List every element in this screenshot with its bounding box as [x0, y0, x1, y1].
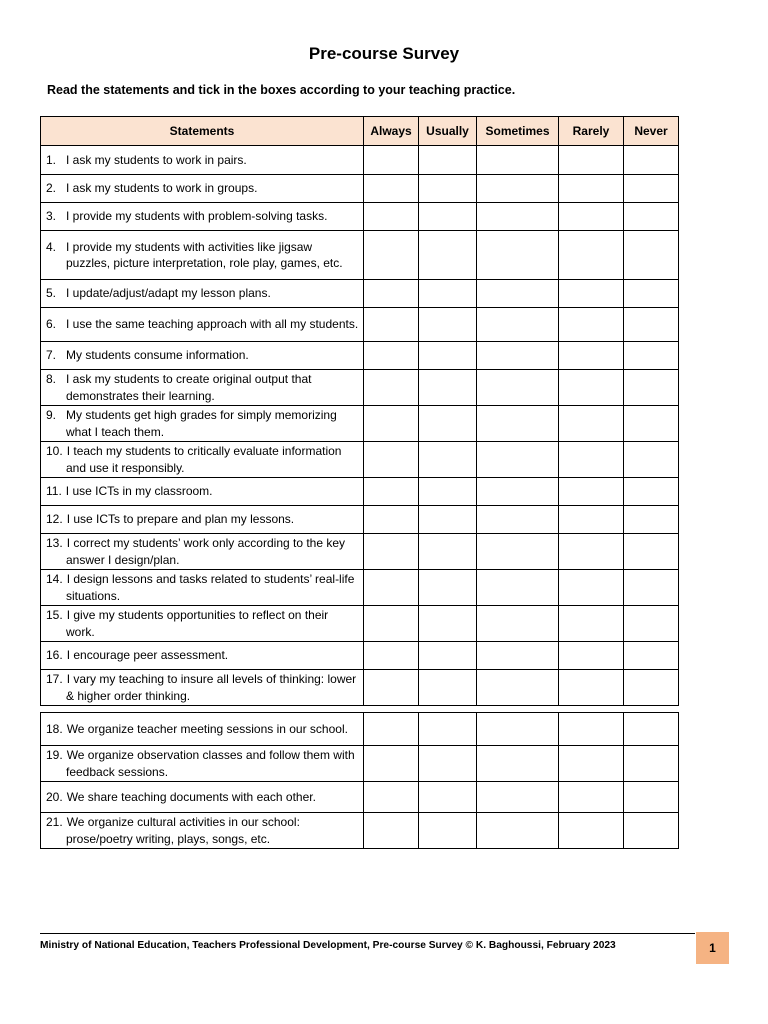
table-row — [41, 442, 679, 478]
statement-cell — [41, 506, 364, 534]
checkbox-rarely[interactable] — [559, 642, 624, 670]
statement-number: 1. — [46, 152, 57, 167]
statement-number: 12. — [46, 512, 63, 527]
statement — [46, 671, 359, 704]
statement — [46, 535, 359, 568]
statement-text: I ask my students to work in pairs. — [66, 152, 247, 167]
checkbox-never[interactable] — [624, 370, 679, 406]
checkbox-usually[interactable] — [419, 280, 477, 308]
statement — [46, 607, 359, 640]
statement — [46, 371, 359, 404]
checkbox-sometimes[interactable] — [477, 146, 559, 175]
checkbox-sometimes[interactable] — [477, 370, 559, 406]
checkbox-always[interactable] — [364, 534, 419, 570]
table-row — [41, 342, 679, 370]
survey-instructions: Read the statements and tick in the boxes according to your teaching practice. — [47, 83, 516, 97]
checkbox-rarely[interactable] — [559, 782, 624, 813]
statement — [46, 152, 359, 169]
checkbox-rarely[interactable] — [559, 813, 624, 849]
checkbox-usually[interactable] — [419, 203, 477, 231]
checkbox-rarely[interactable] — [559, 231, 624, 280]
statement — [46, 483, 359, 500]
checkbox-rarely[interactable] — [559, 478, 624, 506]
statement-number: 19. — [46, 748, 63, 762]
statement — [46, 347, 359, 364]
checkbox-sometimes[interactable] — [477, 570, 559, 606]
statement-text: My students get high grades for simply memorizing what I teach them. — [66, 408, 337, 439]
checkbox-sometimes[interactable] — [477, 746, 559, 782]
checkbox-rarely[interactable] — [559, 606, 624, 642]
statement-number: 15. — [46, 608, 63, 622]
checkbox-rarely[interactable] — [559, 570, 624, 606]
checkbox-usually[interactable] — [419, 670, 477, 706]
checkbox-usually[interactable] — [419, 146, 477, 175]
checkbox-always[interactable] — [364, 370, 419, 406]
checkbox-never[interactable] — [624, 570, 679, 606]
checkbox-sometimes[interactable] — [477, 478, 559, 506]
checkbox-usually[interactable] — [419, 642, 477, 670]
checkbox-rarely[interactable] — [559, 713, 624, 746]
statement — [46, 511, 359, 528]
checkbox-usually[interactable] — [419, 308, 477, 342]
statement-text: I ask my students to work in groups. — [66, 181, 258, 196]
table-row — [41, 308, 679, 342]
table-row — [41, 782, 679, 813]
table-row — [41, 146, 679, 175]
statement — [46, 747, 359, 780]
checkbox-usually[interactable] — [419, 342, 477, 370]
statement-cell — [41, 370, 364, 406]
checkbox-always[interactable] — [364, 442, 419, 478]
checkbox-always[interactable] — [364, 231, 419, 280]
statement-number: 20. — [46, 789, 63, 804]
checkbox-never[interactable] — [624, 478, 679, 506]
checkbox-sometimes[interactable] — [477, 280, 559, 308]
statement-text: My students consume information. — [66, 348, 249, 363]
statement-cell — [41, 406, 364, 442]
checkbox-rarely[interactable] — [559, 342, 624, 370]
statement-cell — [41, 534, 364, 570]
statement — [46, 208, 359, 225]
statement-cell — [41, 713, 364, 746]
statement-text: I use ICTs to prepare and plan my lessons. — [66, 512, 295, 527]
table-row — [41, 642, 679, 670]
statement-number: 21. — [46, 815, 63, 829]
checkbox-rarely[interactable] — [559, 670, 624, 706]
statement-cell — [41, 782, 364, 813]
checkbox-usually[interactable] — [419, 570, 477, 606]
statement-cell — [41, 606, 364, 642]
statement-cell — [41, 231, 364, 280]
checkbox-always[interactable] — [364, 642, 419, 670]
checkbox-sometimes[interactable] — [477, 175, 559, 203]
statement-text: I vary my teaching to insure all levels of thinking: lower & higher order thinking. — [66, 672, 357, 703]
checkbox-never[interactable] — [624, 534, 679, 570]
checkbox-usually[interactable] — [419, 442, 477, 478]
checkbox-usually[interactable] — [419, 782, 477, 813]
checkbox-usually[interactable] — [419, 175, 477, 203]
checkbox-rarely[interactable] — [559, 746, 624, 782]
statement — [46, 443, 359, 476]
statement-number: 10. — [46, 444, 63, 458]
checkbox-sometimes[interactable] — [477, 506, 559, 534]
checkbox-always[interactable] — [364, 175, 419, 203]
checkbox-always[interactable] — [364, 570, 419, 606]
statement-number: 16. — [46, 648, 63, 663]
table-row — [41, 406, 679, 442]
checkbox-never[interactable] — [624, 442, 679, 478]
statement — [46, 407, 359, 440]
column-header-statements: Statements — [41, 117, 364, 146]
checkbox-sometimes[interactable] — [477, 342, 559, 370]
table-row — [41, 478, 679, 506]
checkbox-never[interactable] — [624, 231, 679, 280]
table-row — [41, 203, 679, 231]
column-header-never: Never — [624, 117, 679, 146]
survey-table-school — [40, 712, 679, 849]
checkbox-rarely[interactable] — [559, 146, 624, 175]
statement-number: 11. — [46, 484, 62, 499]
checkbox-usually[interactable] — [419, 534, 477, 570]
checkbox-never[interactable] — [624, 642, 679, 670]
checkbox-sometimes[interactable] — [477, 231, 559, 280]
checkbox-rarely[interactable] — [559, 406, 624, 442]
checkbox-sometimes[interactable] — [477, 406, 559, 442]
statement-cell — [41, 746, 364, 782]
statement-number: 7. — [46, 348, 57, 363]
column-header-rarely: Rarely — [559, 117, 624, 146]
survey-title: Pre-course Survey — [308, 44, 460, 63]
checkbox-always[interactable] — [364, 308, 419, 342]
checkbox-always[interactable] — [364, 713, 419, 746]
table-row — [41, 506, 679, 534]
table-row — [41, 280, 679, 308]
statement-number: 4. — [46, 239, 57, 254]
statement-text: We organize observation classes and follow them with feedback sessions. — [66, 748, 355, 779]
table-row — [41, 231, 679, 280]
checkbox-always[interactable] — [364, 146, 419, 175]
column-header-always: Always — [364, 117, 419, 146]
checkbox-rarely[interactable] — [559, 203, 624, 231]
page-number-badge: 1 — [696, 932, 729, 964]
statement-cell — [41, 570, 364, 606]
statement-text: I give my students opportunities to reflect on their work. — [66, 608, 329, 639]
statement-cell — [41, 642, 364, 670]
statement — [46, 789, 359, 806]
statement-number: 14. — [46, 572, 63, 586]
statement-cell — [41, 442, 364, 478]
checkbox-usually[interactable] — [419, 606, 477, 642]
statement-cell — [41, 308, 364, 342]
table-header-row — [41, 117, 679, 146]
statement — [46, 721, 359, 738]
statement-text: I update/adjust/adapt my lesson plans. — [66, 286, 271, 301]
checkbox-always[interactable] — [364, 280, 419, 308]
statement-text: I ask my students to create original output that demonstrates their learning. — [66, 372, 312, 403]
statement-cell — [41, 175, 364, 203]
checkbox-always[interactable] — [364, 406, 419, 442]
checkbox-usually[interactable] — [419, 478, 477, 506]
statement-number: 9. — [46, 408, 57, 422]
checkbox-never[interactable] — [624, 146, 679, 175]
statement-text: I correct my students’ work only according to the key answer I design/plan. — [66, 536, 346, 567]
table-row — [41, 570, 679, 606]
survey-table-main — [40, 116, 679, 706]
statement-number: 3. — [46, 209, 57, 224]
checkbox-always[interactable] — [364, 203, 419, 231]
statement-cell — [41, 670, 364, 706]
statement — [46, 180, 359, 197]
checkbox-rarely[interactable] — [559, 370, 624, 406]
checkbox-rarely[interactable] — [559, 280, 624, 308]
statement-text: We share teaching documents with each other. — [66, 789, 316, 804]
checkbox-usually[interactable] — [419, 813, 477, 849]
statement-text: I design lessons and tasks related to students’ real-life situations. — [66, 572, 355, 603]
statement-cell — [41, 203, 364, 231]
statement-text: We organize teacher meeting sessions in our school. — [66, 721, 348, 736]
checkbox-rarely[interactable] — [559, 442, 624, 478]
statement — [46, 316, 359, 333]
checkbox-never[interactable] — [624, 406, 679, 442]
checkbox-never[interactable] — [624, 746, 679, 782]
checkbox-always[interactable] — [364, 478, 419, 506]
statement-text: I encourage peer assessment. — [66, 648, 229, 663]
statement-cell — [41, 146, 364, 175]
checkbox-rarely[interactable] — [559, 308, 624, 342]
checkbox-sometimes[interactable] — [477, 203, 559, 231]
checkbox-sometimes[interactable] — [477, 308, 559, 342]
checkbox-usually[interactable] — [419, 406, 477, 442]
table-row — [41, 606, 679, 642]
column-header-usually: Usually — [419, 117, 477, 146]
table-row — [41, 370, 679, 406]
checkbox-never[interactable] — [624, 606, 679, 642]
checkbox-never[interactable] — [624, 670, 679, 706]
checkbox-sometimes[interactable] — [477, 606, 559, 642]
checkbox-never[interactable] — [624, 713, 679, 746]
statement-text: We organize cultural activities in our school: prose/poetry writing, plays, songs, etc. — [66, 815, 300, 846]
checkbox-always[interactable] — [364, 606, 419, 642]
checkbox-usually[interactable] — [419, 746, 477, 782]
checkbox-always[interactable] — [364, 813, 419, 849]
checkbox-never[interactable] — [624, 203, 679, 231]
statement — [46, 647, 359, 664]
statement-number: 5. — [46, 286, 57, 301]
statement — [46, 814, 359, 847]
statement-text: I provide my students with problem-solving tasks. — [66, 209, 328, 224]
statement-cell — [41, 342, 364, 370]
checkbox-usually[interactable] — [419, 713, 477, 746]
statement-text: I use the same teaching approach with all my students. — [66, 317, 359, 332]
statement-cell — [41, 478, 364, 506]
table-row — [41, 713, 679, 746]
checkbox-always[interactable] — [364, 342, 419, 370]
statement — [46, 239, 359, 272]
statement-text: I provide my students with activities like jigsaw puzzles, picture interpretation, role play, games, etc. — [66, 239, 343, 270]
checkbox-sometimes[interactable] — [477, 534, 559, 570]
table-row — [41, 175, 679, 203]
checkbox-usually[interactable] — [419, 231, 477, 280]
checkbox-always[interactable] — [364, 782, 419, 813]
checkbox-sometimes[interactable] — [477, 670, 559, 706]
statement-cell — [41, 280, 364, 308]
statement-cell — [41, 813, 364, 849]
checkbox-never[interactable] — [624, 782, 679, 813]
checkbox-usually[interactable] — [419, 370, 477, 406]
checkbox-sometimes[interactable] — [477, 713, 559, 746]
statement-text: I teach my students to critically evaluate information and use it responsibly. — [66, 444, 342, 475]
statement-number: 2. — [46, 181, 57, 196]
statement — [46, 571, 359, 604]
column-header-sometimes: Sometimes — [477, 117, 559, 146]
checkbox-sometimes[interactable] — [477, 642, 559, 670]
checkbox-always[interactable] — [364, 506, 419, 534]
checkbox-rarely[interactable] — [559, 534, 624, 570]
checkbox-never[interactable] — [624, 813, 679, 849]
checkbox-rarely[interactable] — [559, 175, 624, 203]
statement-number: 8. — [46, 372, 57, 386]
page-footer: Ministry of National Education, Teachers Professional Development, Pre-course Survey © K. Baghoussi, February 2023 — [40, 933, 695, 951]
statement — [46, 285, 359, 302]
checkbox-usually[interactable] — [419, 506, 477, 534]
table-row — [41, 534, 679, 570]
statement-text: I use ICTs in my classroom. — [65, 484, 213, 499]
checkbox-sometimes[interactable] — [477, 442, 559, 478]
checkbox-never[interactable] — [624, 506, 679, 534]
checkbox-never[interactable] — [624, 280, 679, 308]
statement-number: 18. — [46, 721, 63, 736]
table-row — [41, 670, 679, 706]
checkbox-sometimes[interactable] — [477, 813, 559, 849]
checkbox-never[interactable] — [624, 175, 679, 203]
table-row — [41, 813, 679, 849]
statement-number: 6. — [46, 317, 57, 332]
table-row — [41, 746, 679, 782]
checkbox-rarely[interactable] — [559, 506, 624, 534]
checkbox-never[interactable] — [624, 342, 679, 370]
statement-number: 17. — [46, 672, 63, 686]
checkbox-never[interactable] — [624, 308, 679, 342]
checkbox-always[interactable] — [364, 670, 419, 706]
checkbox-always[interactable] — [364, 746, 419, 782]
statement-number: 13. — [46, 536, 63, 550]
checkbox-sometimes[interactable] — [477, 782, 559, 813]
